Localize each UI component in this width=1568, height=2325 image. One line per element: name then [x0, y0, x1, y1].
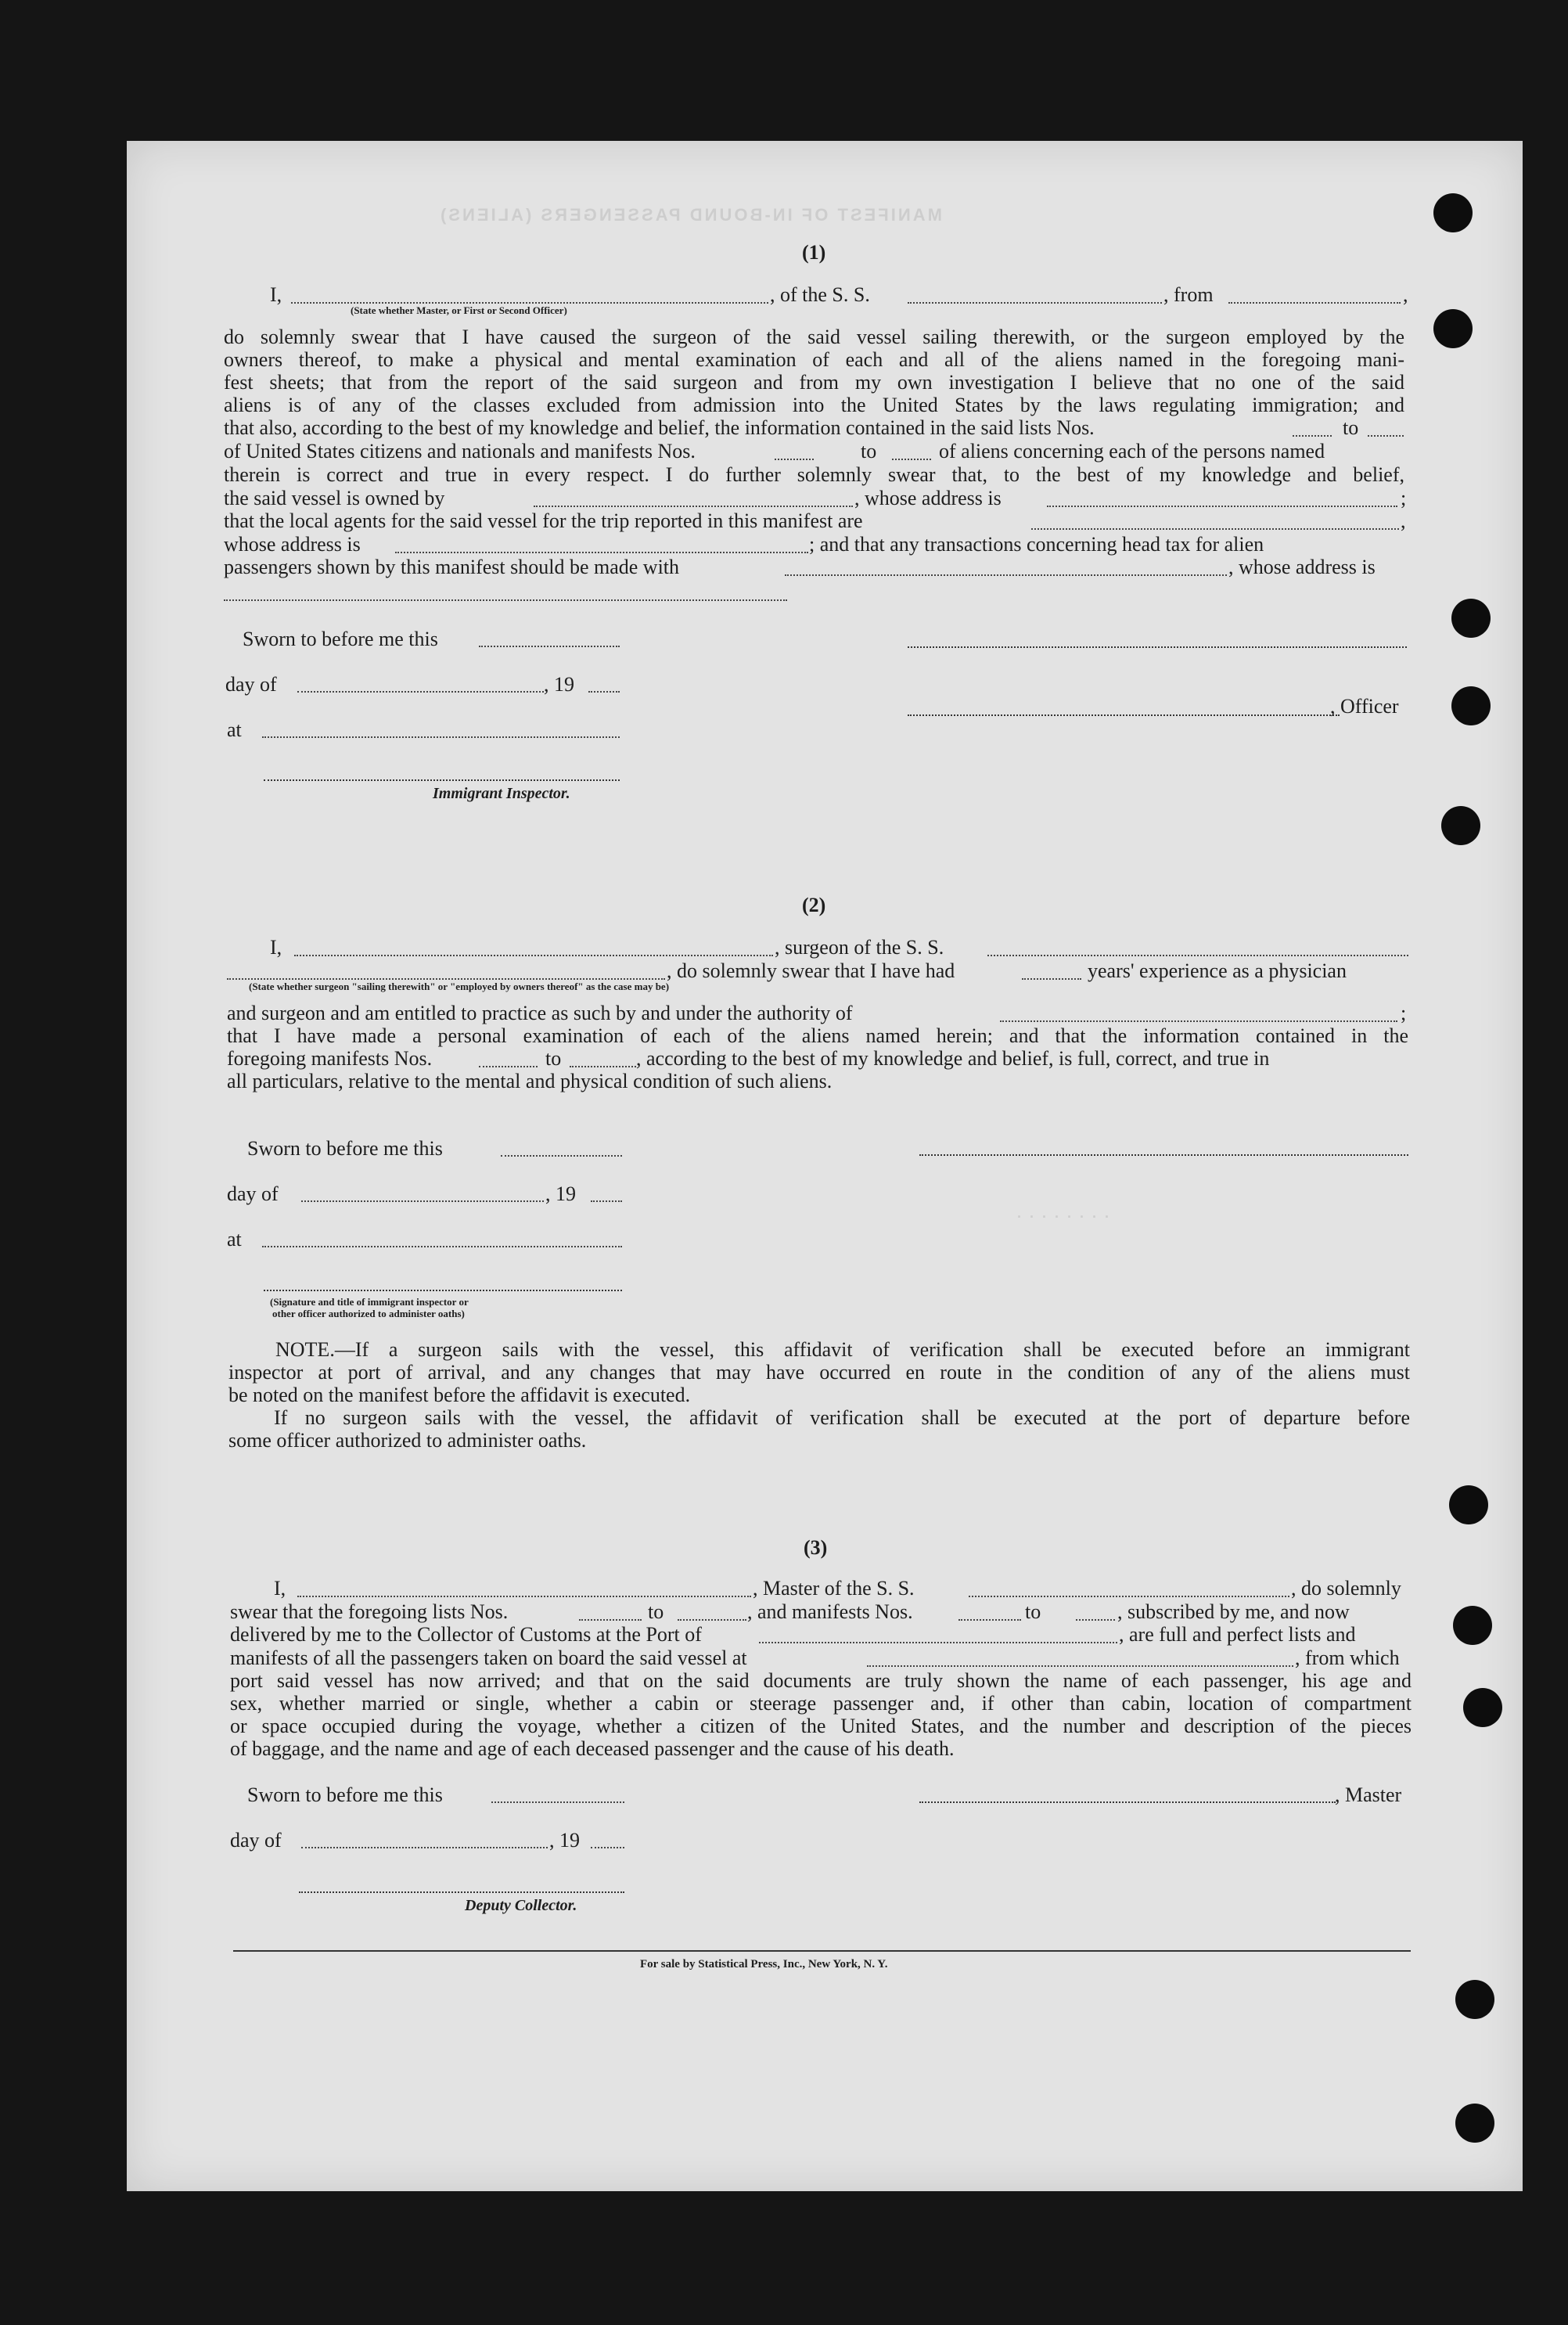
- s3-boarding-port-field[interactable]: [867, 1665, 1293, 1667]
- s1-day-field[interactable]: [297, 691, 544, 693]
- s1-lists-from-field[interactable]: [1293, 435, 1332, 437]
- s2-years-field[interactable]: [1022, 978, 1081, 980]
- s2-sig-note: other officer authorized to administer oaths): [272, 1308, 465, 1319]
- s2-semicolon: ;: [1401, 1002, 1407, 1024]
- s1-agents-address-field[interactable]: [395, 552, 808, 553]
- s1-para-line: fest sheets; that from the report of the said surgeon and from my own investigation I believe that no one of the said: [224, 371, 1404, 394]
- s3-day-field[interactable]: [301, 1847, 548, 1848]
- s1-comma: ,: [1403, 283, 1408, 306]
- punch-hole: [1455, 2104, 1494, 2143]
- s2-swear: , do solemnly swear that I have had: [667, 959, 955, 982]
- s2-signature-line[interactable]: [919, 1154, 1408, 1156]
- s3-line8: of baggage, and the name and age of each deceased passenger and the cause of his death.: [230, 1737, 955, 1760]
- s1-whose-address: , whose address is: [854, 487, 1002, 509]
- s2-surgeon-note: (State whether surgeon "sailing therewith" or "employed by owners thereof" as the case may be): [249, 981, 670, 992]
- section2-heading: (2): [802, 894, 826, 916]
- s1-para-line: therein is correct and true in every respect. I do further solemnly swear that, to the best of my knowledge and belief,: [224, 463, 1404, 486]
- s1-of-ss: , of the S. S.: [770, 283, 870, 306]
- punch-hole: [1433, 309, 1473, 348]
- punch-hole: [1453, 1606, 1492, 1645]
- s1-sworn-field[interactable]: [479, 646, 620, 647]
- s3-to: to: [648, 1600, 664, 1623]
- s3-lists-to-field[interactable]: [678, 1619, 746, 1621]
- s1-comma: ,: [1401, 509, 1406, 532]
- s1-headtax-field[interactable]: [785, 574, 1227, 576]
- s2-inspector-line[interactable]: [264, 1290, 622, 1291]
- s1-para-line: ; and that any transactions concerning head tax for alien: [809, 533, 1264, 556]
- s1-para-line: that the local agents for the said vessel for the trip reported in this manifest are: [224, 509, 863, 532]
- s1-at: at: [227, 718, 242, 741]
- bleed-through-text: . . . . . . . .: [1017, 1205, 1112, 1221]
- s2-line5a: foregoing manifests Nos.: [227, 1047, 433, 1070]
- s1-owned-by: the said vessel is owned by: [224, 487, 445, 509]
- punch-hole: [1451, 599, 1491, 638]
- s1-para-line: do solemnly swear that I have caused the surgeon of the said vessel sailing therewith, or the surgeon employed by the: [224, 326, 1404, 348]
- printer-imprint: For sale by Statistical Press, Inc., New York, N. Y.: [640, 1958, 888, 1970]
- s3-line5: port said vessel has now arrived; and that on the said documents are truly shown the name of each passenger, his age and: [230, 1669, 1412, 1692]
- s1-para-line: aliens is of any of the classes excluded from admission into the United States by the laws regulating immigration; and: [224, 394, 1404, 416]
- s1-headtax-address-field[interactable]: [224, 599, 787, 601]
- s2-day-of: day of: [227, 1182, 279, 1205]
- footer-rule: [233, 1950, 1411, 1952]
- s2-line4: that I have made a personal examination of each of the aliens named herein; and that the information contained in the: [227, 1024, 1408, 1047]
- s1-whose-address: , whose address is: [1228, 556, 1376, 578]
- s3-manifest-from-field[interactable]: [958, 1619, 1021, 1621]
- s1-to: to: [1343, 416, 1359, 439]
- punch-hole: [1455, 1980, 1494, 2019]
- s2-sig-note: (Signature and title of immigrant inspector or: [270, 1296, 469, 1308]
- s3-line2a: swear that the foregoing lists Nos.: [230, 1600, 509, 1623]
- s1-officer-line[interactable]: [908, 714, 1340, 716]
- s2-line6: all particulars, relative to the mental and physical condition of such aliens.: [227, 1070, 833, 1092]
- s1-semicolon: ;: [1401, 487, 1407, 509]
- s1-manifest-to-field[interactable]: [892, 459, 931, 460]
- section3-heading: (3): [804, 1536, 828, 1559]
- s3-line6: sex, whether married or single, whether a cabin or steerage passenger and, if other than cabin, location of compartment: [230, 1692, 1412, 1715]
- s2-surgeon-of: , surgeon of the S. S.: [775, 936, 944, 959]
- s1-officer-field[interactable]: [291, 302, 768, 304]
- s3-year-field[interactable]: [591, 1847, 624, 1848]
- punch-hole: [1433, 193, 1473, 232]
- s3-master-signature-line[interactable]: [919, 1801, 1336, 1803]
- s1-owner-field[interactable]: [534, 506, 853, 507]
- s1-year-field[interactable]: [588, 691, 620, 693]
- s2-note-line: some officer authorized to administer oaths.: [228, 1429, 587, 1452]
- s1-owner-address-field[interactable]: [1047, 506, 1397, 507]
- s1-from-field[interactable]: [1228, 302, 1401, 304]
- s1-inspector-label: Immigrant Inspector.: [433, 785, 570, 802]
- s1-from: , from: [1163, 283, 1214, 306]
- s3-manifests: , and manifests Nos.: [747, 1600, 913, 1623]
- s3-collector-line[interactable]: [299, 1891, 624, 1893]
- s2-sworn: Sworn to before me this: [247, 1137, 443, 1160]
- s3-ship-field[interactable]: [969, 1596, 1289, 1597]
- s1-lists-to-field[interactable]: [1368, 435, 1404, 437]
- s1-officer-note: (State whether Master, or First or Second Officer): [351, 304, 567, 316]
- bleed-through-text: MANIFEST OF IN-BOUND PASSENGERS (ALIENS): [438, 205, 942, 225]
- s2-years-exp: years' experience as a physician: [1088, 959, 1347, 982]
- s3-line3a: delivered by me to the Collector of Customs at the Port of: [230, 1623, 702, 1646]
- s2-manifest-from-field[interactable]: [479, 1066, 538, 1067]
- s2-status-field[interactable]: [227, 978, 665, 980]
- s3-to: to: [1025, 1600, 1041, 1623]
- s1-sworn: Sworn to before me this: [243, 628, 438, 650]
- s3-master-label: , Master: [1335, 1783, 1402, 1806]
- punch-hole: [1441, 806, 1480, 845]
- s2-at: at: [227, 1228, 242, 1251]
- s1-year: , 19: [544, 673, 574, 696]
- s3-manifest-to-field[interactable]: [1076, 1619, 1115, 1621]
- s1-officer-label: , Officer: [1330, 695, 1399, 718]
- s2-year: , 19: [545, 1182, 576, 1205]
- s2-sworn-field[interactable]: [501, 1155, 622, 1157]
- section1-heading: (1): [802, 241, 826, 264]
- s1-ship-field[interactable]: [908, 302, 1162, 304]
- s1-inspector-line[interactable]: [264, 779, 620, 781]
- s1-para-line: passengers shown by this manifest should be made with: [224, 556, 680, 578]
- s3-i: I,: [274, 1577, 286, 1600]
- s3-day-of: day of: [230, 1829, 282, 1852]
- s3-line4a: manifests of all the passengers taken on board the said vessel at: [230, 1647, 747, 1669]
- s2-line3: and surgeon and am entitled to practice as such by and under the authority of: [227, 1002, 853, 1024]
- s2-i: I,: [270, 936, 282, 959]
- s3-line3b: , are full and perfect lists and: [1119, 1623, 1356, 1646]
- s3-line2b: , subscribed by me, and now: [1117, 1600, 1350, 1623]
- s1-manifest-from-field[interactable]: [775, 459, 814, 460]
- s3-master-of: , Master of the S. S.: [753, 1577, 915, 1600]
- s2-ship-field[interactable]: [987, 955, 1408, 956]
- s2-note-line: NOTE.—If a surgeon sails with the vessel, this affidavit of verification shall be executed before an immigrant: [275, 1338, 1410, 1361]
- s3-lists-from-field[interactable]: [579, 1619, 642, 1621]
- s2-day-field[interactable]: [301, 1200, 544, 1202]
- s3-do-solemnly: , do solemnly: [1291, 1577, 1401, 1600]
- s1-whose-address: whose address is: [224, 533, 361, 556]
- s3-sworn: Sworn to before me this: [247, 1783, 443, 1806]
- s2-to: to: [545, 1047, 562, 1070]
- s3-year: , 19: [549, 1829, 580, 1852]
- s3-sworn-field[interactable]: [491, 1801, 624, 1803]
- s3-line4b: , from which: [1295, 1647, 1400, 1669]
- s1-para-line: owners thereof, to make a physical and mental examination of each and all of the aliens named in the foregoing mani-: [224, 348, 1404, 371]
- s3-port-field[interactable]: [759, 1642, 1117, 1643]
- s1-para-line: that also, according to the best of my knowledge and belief, the information contained in the said lists Nos.: [224, 416, 1095, 439]
- s1-agents-field[interactable]: [1031, 528, 1399, 530]
- s3-line7: or space occupied during the voyage, whether a citizen of the United States, and the number and description of the pieces: [230, 1715, 1412, 1737]
- punch-hole: [1451, 686, 1491, 725]
- s1-para-line: of aliens concerning each of the persons named: [939, 440, 1325, 462]
- s1-para-line: of United States citizens and nationals and manifests Nos.: [224, 440, 696, 462]
- s1-signature-line[interactable]: [908, 646, 1407, 648]
- s1-to: to: [861, 440, 877, 462]
- s3-collector-label: Deputy Collector.: [465, 1897, 577, 1914]
- s3-master-field[interactable]: [297, 1596, 751, 1597]
- s2-note-line: inspector at port of arrival, and any changes that may have occurred en route in the condition of any of the aliens must: [228, 1361, 1410, 1384]
- s1-at-field[interactable]: [262, 736, 620, 738]
- s2-authority-field[interactable]: [1000, 1020, 1397, 1022]
- s2-at-field[interactable]: [262, 1246, 622, 1247]
- s1-i: I,: [270, 283, 282, 306]
- s2-manifest-to-field[interactable]: [570, 1066, 636, 1067]
- s2-line5b: , according to the best of my knowledge and belief, is full, correct, and true in: [636, 1047, 1270, 1070]
- s2-surgeon-field[interactable]: [294, 955, 773, 956]
- punch-hole: [1463, 1688, 1502, 1727]
- s1-day-of: day of: [225, 673, 277, 696]
- s2-note-line: be noted on the manifest before the affidavit is executed.: [228, 1384, 691, 1406]
- s2-note-line: If no surgeon sails with the vessel, the affidavit of verification shall be executed at the port of departure before: [274, 1406, 1410, 1429]
- punch-hole: [1449, 1485, 1488, 1524]
- s2-year-field[interactable]: [591, 1200, 622, 1202]
